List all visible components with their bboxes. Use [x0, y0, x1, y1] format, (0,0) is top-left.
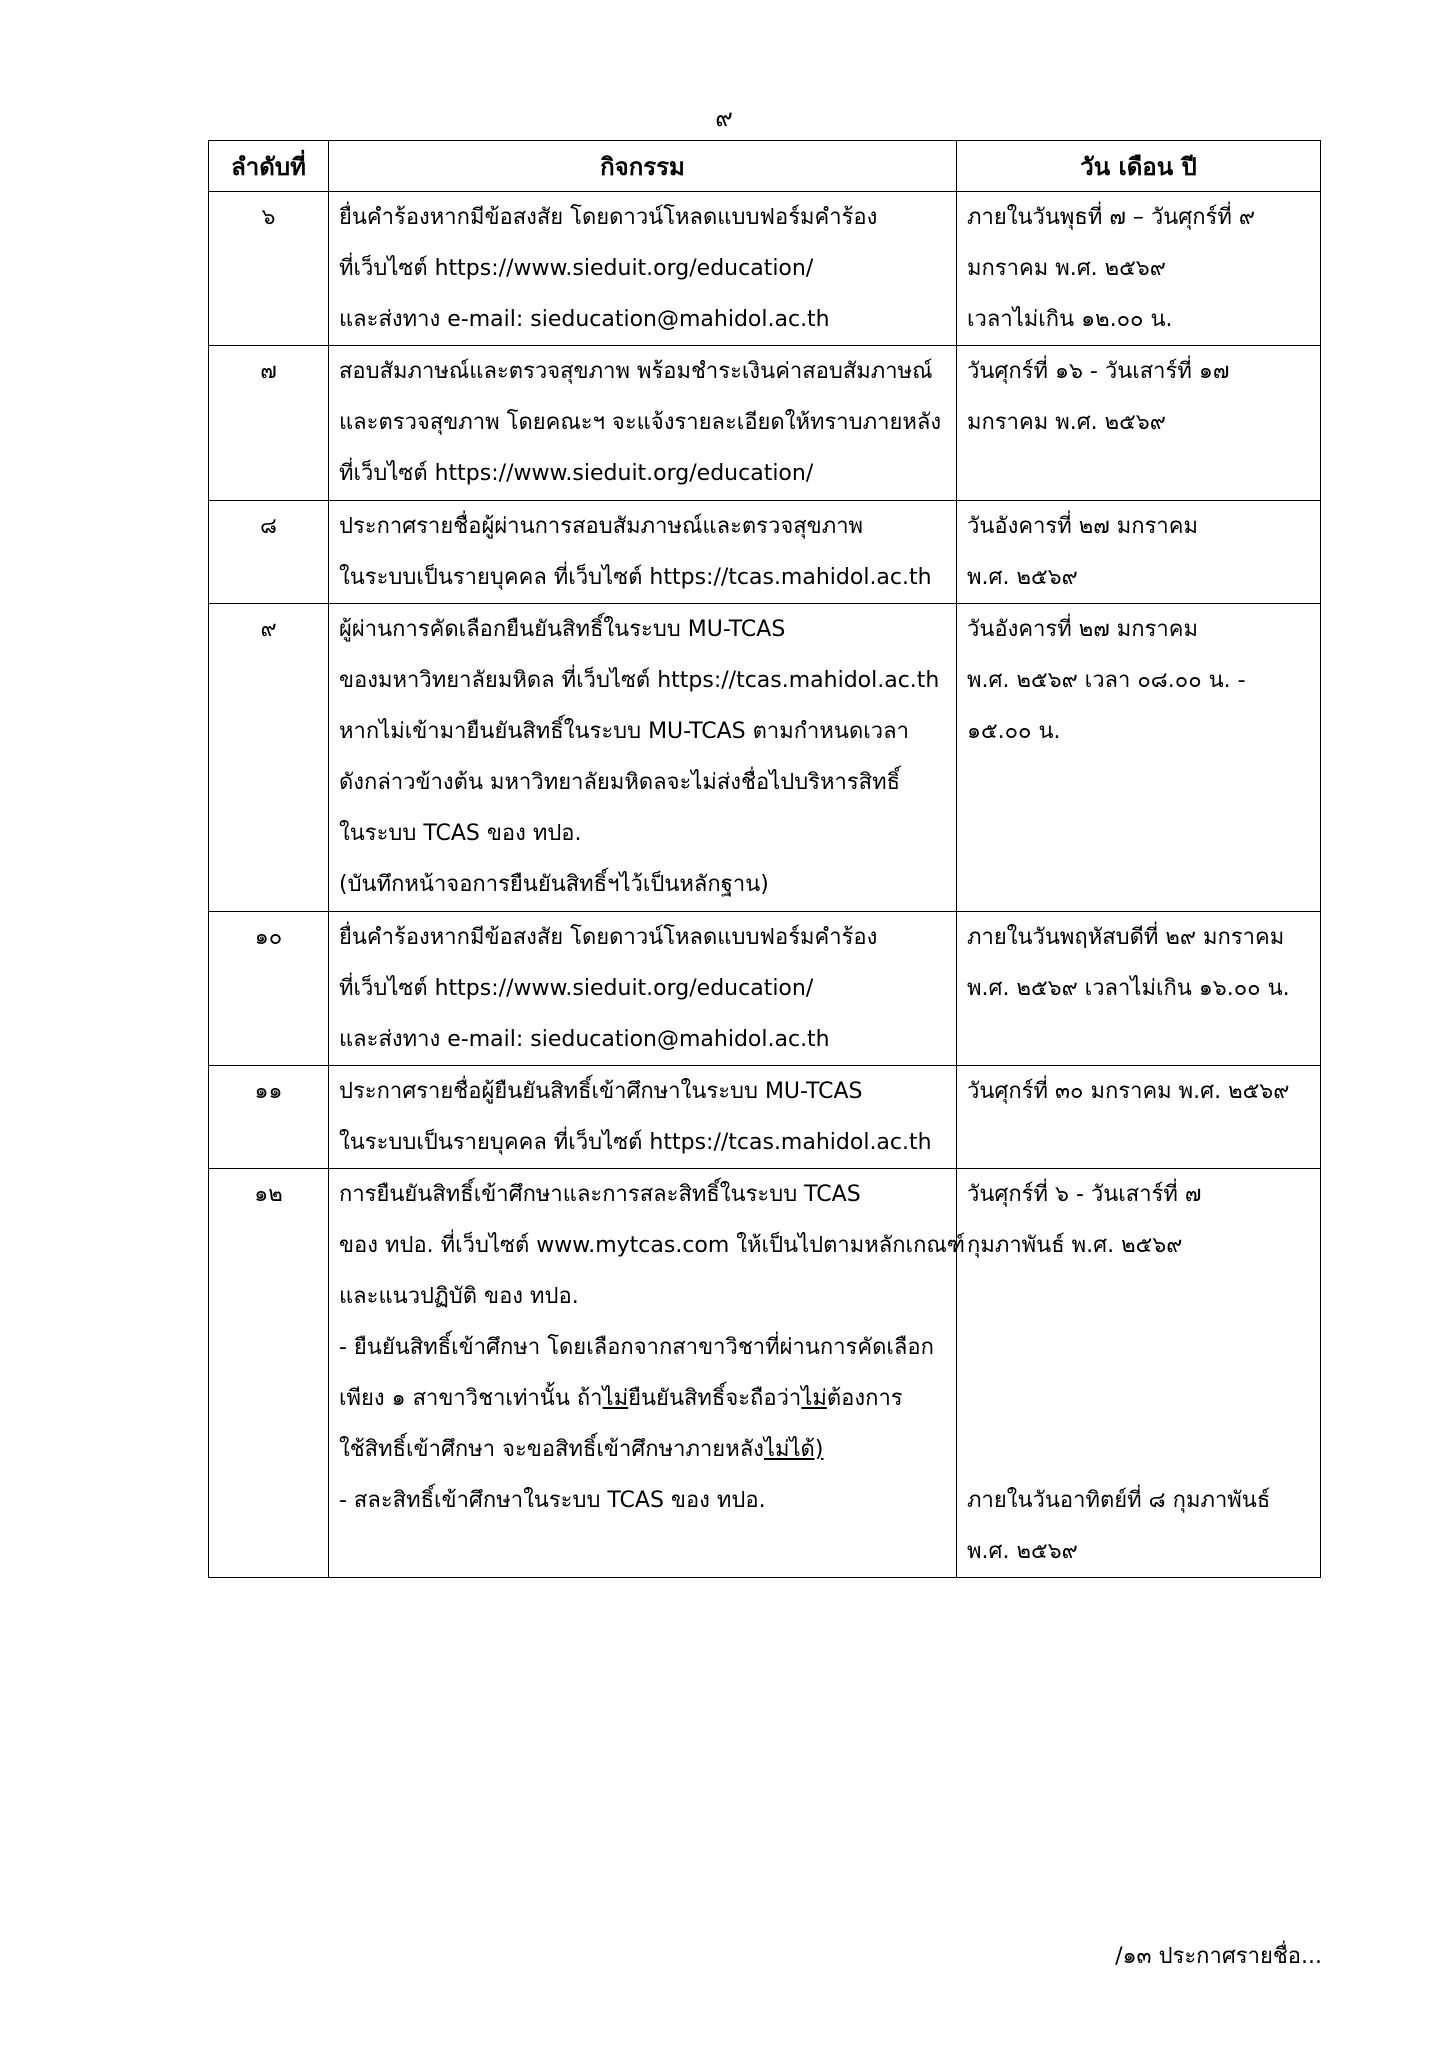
row-activity [329, 604, 957, 912]
activity-line: การยืนยันสิทธิ์เข้าศึกษาและการสละสิทธิ์ในระบบ TCAS [339, 1182, 861, 1207]
date-line: พ.ศ. ๒๕๖๙ เวลา ๐๘.๐๐ น. - [967, 668, 1246, 693]
table-header-row [209, 141, 1321, 192]
row-activity [329, 346, 957, 501]
activity-line: และตรวจสุขภาพ โดยคณะฯ จะแจ้งรายละเอียดให้ทราบภายหลัง [339, 410, 942, 435]
row-number: ๘ [209, 501, 329, 604]
activity-line: - ยืนยันสิทธิ์เข้าศึกษา โดยเลือกจากสาขาวิชาที่ผ่านการคัดเลือก [339, 1335, 934, 1360]
date-line: พ.ศ. ๒๕๖๙ [967, 1539, 1078, 1564]
row-date [957, 192, 1321, 346]
activity-line: และแนวปฏิบัติ ของ ทปอ. [339, 1284, 579, 1309]
activity-line: ยื่นคำร้องหากมีข้อสงสัย โดยดาวน์โหลดแบบฟอร์มคำร้อง [339, 925, 878, 950]
activity-line: ที่เว็บไซต์ https://www.sieduit.org/education/ [339, 461, 814, 486]
activity-line: ที่เว็บไซต์ https://www.sieduit.org/education/ [339, 256, 814, 281]
activity-line: สอบสัมภาษณ์และตรวจสุขภาพ พร้อมชำระเงินค่าสอบสัมภาษณ์ [339, 359, 933, 384]
date-line: ภายในวันพุธที่ ๗ – วันศุกร์ที่ ๙ [967, 205, 1255, 230]
date-line: เวลาไม่เกิน ๑๒.๐๐ น. [967, 307, 1173, 332]
date-line: วันอังคารที่ ๒๗ มกราคม [967, 617, 1198, 642]
activity-line: ของ ทปอ. ที่เว็บไซต์ www.mytcas.com ให้เป็นไปตามหลักเกณฑ์ [339, 1233, 966, 1258]
row-number: ๑๒ [209, 1169, 329, 1578]
date-line: วันศุกร์ที่ ๖ - วันเสาร์ที่ ๗ [967, 1182, 1202, 1207]
activity-line: ในระบบเป็นรายบุคคล ที่เว็บไซต์ https://tcas.mahidol.ac.th [339, 565, 932, 590]
date-line [967, 1424, 1310, 1475]
activity-line: - สละสิทธิ์เข้าศึกษาในระบบ TCAS ของ ทปอ. [339, 1488, 766, 1513]
activity-line: ดังกล่าวข้างต้น มหาวิทยาลัยมหิดลจะไม่ส่งชื่อไปบริหารสิทธิ์ [339, 770, 901, 795]
date-line: วันศุกร์ที่ ๑๖ - วันเสาร์ที่ ๑๗ [967, 359, 1230, 384]
date-line: ภายในวันพฤหัสบดีที่ ๒๙ มกราคม [967, 925, 1285, 950]
row-number: ๙ [209, 604, 329, 912]
activity-line: ประกาศรายชื่อผู้ยืนยันสิทธิ์เข้าศึกษาในระบบ MU-TCAS [339, 1079, 863, 1104]
table-row [209, 1066, 1321, 1169]
activity-line: (บันทึกหน้าจอการยืนยันสิทธิ์ฯไว้เป็นหลักฐาน) [339, 872, 769, 897]
row-activity [329, 501, 957, 604]
activity-line: ผู้ผ่านการคัดเลือกยืนยันสิทธิ์ในระบบ MU-TCAS [339, 617, 786, 642]
row-date [957, 346, 1321, 501]
date-line: พ.ศ. ๒๕๖๙ [967, 565, 1078, 590]
header-date: วัน เดือน ปี [957, 141, 1321, 192]
row-activity [329, 1066, 957, 1169]
activity-line: และส่งทาง e-mail: sieducation@mahidol.ac.th [339, 307, 830, 332]
row-date [957, 501, 1321, 604]
table-row [209, 1169, 1321, 1578]
row-activity [329, 1169, 966, 1578]
table-row [209, 501, 1321, 604]
activity-line: ของมหาวิทยาลัยมหิดล ที่เว็บไซต์ https://tcas.mahidol.ac.th [339, 668, 940, 693]
header-no: ลำดับที่ [209, 141, 329, 192]
table-row [209, 912, 1321, 1066]
date-line: ๑๕.๐๐ น. [967, 719, 1061, 744]
date-line [967, 1322, 1310, 1373]
activity-line: ยื่นคำร้องหากมีข้อสงสัย โดยดาวน์โหลดแบบฟอร์มคำร้อง [339, 205, 878, 230]
date-line: กุมภาพันธ์ พ.ศ. ๒๕๖๙ [967, 1233, 1183, 1258]
row-number: ๗ [209, 346, 329, 501]
row-date [957, 912, 1321, 1066]
table-row [209, 346, 1321, 501]
row-date [957, 1169, 1321, 1578]
activity-line: ในระบบ TCAS ของ ทปอ. [339, 821, 582, 846]
header-activity: กิจกรรม [329, 141, 957, 192]
row-number: ๑๑ [209, 1066, 329, 1169]
date-line: วันอังคารที่ ๒๗ มกราคม [967, 514, 1198, 539]
activity-line: ประกาศรายชื่อผู้ผ่านการสอบสัมภาษณ์และตรวจสุขภาพ [339, 514, 864, 539]
schedule-table [208, 140, 1321, 1578]
footer-continuation-note: /๑๓ ประกาศรายชื่อ... [1115, 1944, 1322, 1969]
row-activity [329, 912, 957, 1066]
row-date [957, 1066, 1321, 1169]
activity-line: และส่งทาง e-mail: sieducation@mahidol.ac.th [339, 1027, 830, 1052]
activity-line: ใช้สิทธิ์เข้าศึกษา จะขอสิทธิ์เข้าศึกษาภายหลังไม่ได้) [339, 1437, 824, 1462]
table-row [209, 604, 1321, 912]
date-line [967, 1373, 1310, 1424]
activity-line: ที่เว็บไซต์ https://www.sieduit.org/education/ [339, 976, 814, 1001]
page-number: ๙ [715, 104, 733, 132]
date-line [967, 1271, 1310, 1322]
date-line: มกราคม พ.ศ. ๒๕๖๙ [967, 256, 1166, 281]
row-activity [329, 192, 957, 346]
activity-line: หากไม่เข้ามายืนยันสิทธิ์ในระบบ MU-TCAS ตามกำหนดเวลา [339, 719, 909, 744]
date-line: พ.ศ. ๒๕๖๙ เวลาไม่เกิน ๑๖.๐๐ น. [967, 976, 1290, 1001]
row-date [957, 604, 1321, 912]
table-row [209, 192, 1321, 346]
date-line: มกราคม พ.ศ. ๒๕๖๙ [967, 410, 1166, 435]
date-line: ภายในวันอาทิตย์ที่ ๘ กุมภาพันธ์ [967, 1488, 1271, 1513]
date-line: วันศุกร์ที่ ๓๐ มกราคม พ.ศ. ๒๕๖๙ [967, 1079, 1290, 1104]
row-number: ๖ [209, 192, 329, 346]
activity-line: เพียง ๑ สาขาวิชาเท่านั้น ถ้าไม่ยืนยันสิทธิ์จะถือว่าไม่ต้องการ [339, 1386, 903, 1411]
activity-line: ในระบบเป็นรายบุคคล ที่เว็บไซต์ https://tcas.mahidol.ac.th [339, 1130, 932, 1155]
row-number: ๑๐ [209, 912, 329, 1066]
